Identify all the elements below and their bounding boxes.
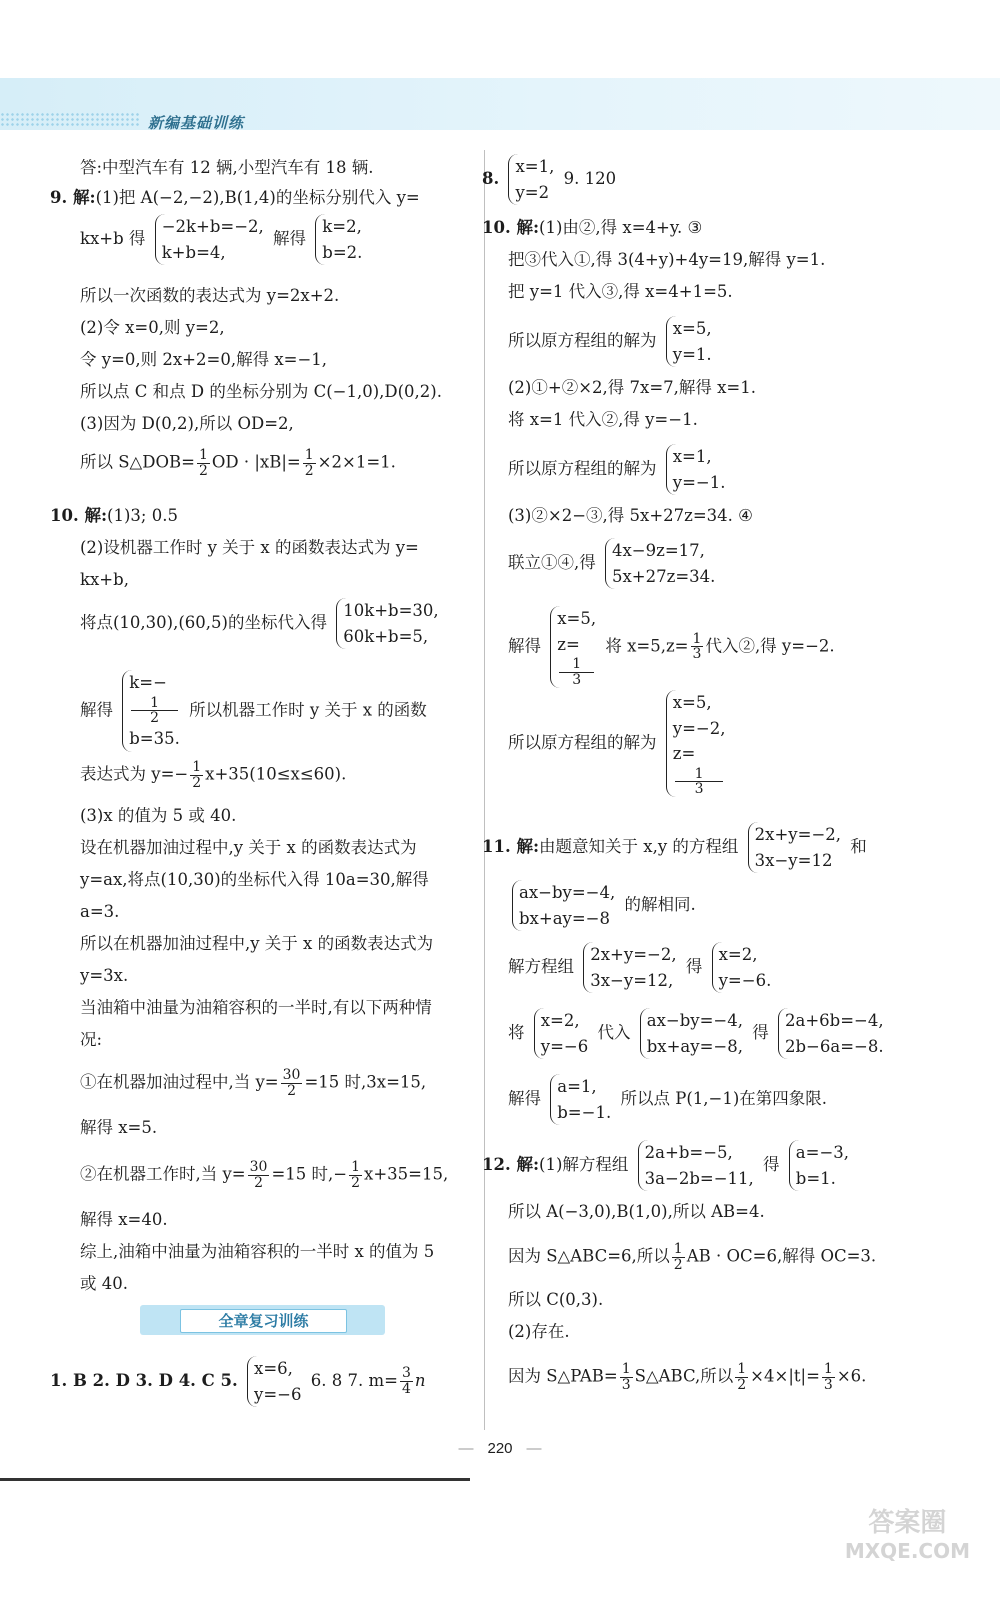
text: 1. B 2. D 3. D 4. C 5. <box>50 1371 238 1391</box>
fraction <box>691 632 704 662</box>
text: (2)设机器工作时 y 关于 x 的函数表达式为 y= <box>80 538 419 557</box>
text: (3)②×2−③,得 5x+27z=34. ④ <box>508 506 753 525</box>
text: 因为 S△ABC=6,所以 <box>508 1246 670 1266</box>
equation-system <box>122 670 180 752</box>
text: 所以点 C 和点 D 的坐标分别为 C(−1,0),D(0,2). <box>80 382 442 401</box>
q10-line-16 <box>80 1120 157 1137</box>
r10-number: 10. 解: <box>482 218 540 237</box>
text: ①在机器加油过程中,当 y= <box>80 1072 279 1092</box>
num: 1 <box>198 447 208 463</box>
text: 所以原方程组的解为 <box>508 331 657 351</box>
text: 6. 8 7. m= <box>310 1371 398 1391</box>
equation-system <box>247 1356 301 1407</box>
equation-system <box>155 214 264 265</box>
text: 所以 A(−3,0),B(1,0),所以 AB=4. <box>508 1202 765 1221</box>
text: a=3. <box>80 902 120 921</box>
column-divider <box>484 150 485 1430</box>
eq: −2k+b=−2, <box>161 217 264 236</box>
den: 2 <box>287 1082 297 1099</box>
text: 9. 120 <box>563 169 617 189</box>
text: 的解相同. <box>624 895 696 915</box>
num: 1 <box>559 657 594 673</box>
fraction <box>822 1362 835 1392</box>
eq: k=2, <box>322 217 362 236</box>
eq <box>129 670 180 726</box>
equation-system <box>640 1008 743 1059</box>
equation-system <box>512 880 615 931</box>
fraction <box>303 448 316 478</box>
fraction <box>735 1362 748 1392</box>
r10-line-7 <box>508 444 729 495</box>
q10-number: 10. 解: <box>50 506 108 525</box>
text: ×2×1=1. <box>317 452 396 472</box>
watermark-text: 答案圈 <box>868 1508 947 1538</box>
den: 3 <box>621 1376 631 1393</box>
q10-line-6 <box>80 760 346 790</box>
fraction <box>620 1362 633 1392</box>
watermark-url: MXQE.COM <box>844 1539 970 1564</box>
num: 1 <box>192 759 202 775</box>
text: 得 <box>685 957 703 977</box>
text: ×4×|t|= <box>750 1366 820 1386</box>
text: ②在机器工作时,当 y= <box>80 1164 246 1184</box>
eq: bx+ay=−8 <box>519 908 610 928</box>
den: 2 <box>304 462 314 479</box>
eq: x=2, <box>540 1011 580 1030</box>
r10-line-6 <box>508 412 698 429</box>
fraction <box>672 1242 685 1272</box>
text: (1)3; 0.5 <box>107 506 178 525</box>
text: 所以点 P(1,−1)在第四象限. <box>620 1089 828 1109</box>
fraction <box>190 760 203 790</box>
text: x+35=15, <box>364 1164 449 1184</box>
text: 所以机器工作时 y 关于 x 的函数 <box>189 700 427 720</box>
text: (1)把 A(−2,−2),B(1,4)的坐标分别代入 y= <box>95 188 420 207</box>
den: 3 <box>694 781 704 798</box>
text: =15 时,− <box>271 1164 348 1184</box>
eq: 2a+b=−5, <box>644 1143 733 1162</box>
page-number-text: 220 <box>487 1440 513 1457</box>
text: =15 时,3x=15, <box>304 1072 427 1092</box>
equation-system <box>666 690 726 797</box>
fraction <box>675 767 724 797</box>
text: n <box>414 1371 426 1391</box>
r10-line-1 <box>482 220 702 237</box>
r12-line-2 <box>508 1204 765 1221</box>
text: OD · |xB|= <box>211 452 301 472</box>
text: 把 y=1 代入③,得 x=4+1=5. <box>508 282 733 301</box>
r12-number: 12. 解: <box>482 1155 540 1175</box>
q10-line-14 <box>80 1032 102 1049</box>
text: 代入 <box>597 1023 631 1043</box>
r10-line-9 <box>508 538 719 589</box>
eq: a=−3, <box>795 1143 850 1162</box>
equation-system <box>778 1008 884 1059</box>
text: z= <box>672 744 696 764</box>
fraction <box>131 696 178 726</box>
equation-system <box>550 1074 611 1125</box>
q9-line-3 <box>80 288 339 305</box>
text: ×6. <box>836 1366 867 1386</box>
text: 所以 C(0,3). <box>508 1290 604 1309</box>
q10-line-1 <box>50 508 178 525</box>
den: 2 <box>351 1174 361 1191</box>
fraction <box>281 1068 303 1098</box>
equation-system <box>315 214 362 265</box>
text: z= <box>557 634 580 654</box>
r11-number: 11. 解: <box>482 837 540 857</box>
q10-line-3 <box>80 572 129 589</box>
r11-line-5 <box>508 1074 827 1125</box>
eq: 3a−2b=−11, <box>644 1168 754 1188</box>
text: y=3x. <box>80 966 129 985</box>
text: 解得 x=40. <box>80 1210 168 1229</box>
eq: y=−2, <box>672 718 726 738</box>
r12-line-3 <box>508 1242 876 1272</box>
num: 1 <box>673 1241 683 1257</box>
equation-system <box>508 154 554 205</box>
text: kx+b 得 <box>80 229 146 249</box>
section-title: 全章复习训练 <box>180 1309 347 1333</box>
eq: b=35. <box>129 728 180 748</box>
r10-line-11 <box>508 690 729 797</box>
text: 和 <box>850 837 867 857</box>
num: 1 <box>737 1361 747 1377</box>
eq <box>557 632 596 688</box>
text: 将点(10,30),(60,5)的坐标代入得 <box>80 613 327 633</box>
text: (2)令 x=0,则 y=2, <box>80 318 225 337</box>
num: 1 <box>692 630 702 647</box>
r12-line-5 <box>508 1324 570 1341</box>
den: 2 <box>192 774 202 791</box>
equation-system <box>712 942 772 993</box>
num: 1 <box>351 1159 361 1175</box>
eq: 2a+6b=−4, <box>784 1011 884 1030</box>
header-title: 新编基础训练 <box>148 114 245 132</box>
den: 2 <box>150 710 160 727</box>
r10-line-10 <box>508 606 835 688</box>
equation-system <box>666 444 726 495</box>
r10-line-8 <box>508 508 753 525</box>
eq: 2x+y=−2, <box>590 945 677 964</box>
eq: ax−by=−4, <box>646 1011 743 1030</box>
text: 令 y=0,则 2x+2=0,解得 x=−1, <box>80 350 328 369</box>
q10-line-5 <box>80 670 427 752</box>
equation-system <box>605 538 715 589</box>
text: 设在机器加油过程中,y 关于 x 的函数表达式为 <box>80 838 417 857</box>
r10-line-3 <box>508 284 733 301</box>
eq: b=1. <box>795 1168 836 1188</box>
den: 2 <box>198 462 208 479</box>
text: 将 x=5,z= <box>605 636 689 656</box>
text: 综上,油箱中油量为油箱容积的一半时 x 的值为 5 <box>80 1242 435 1261</box>
q10-line-15 <box>80 1068 426 1098</box>
text: (1)解方程组 <box>539 1155 629 1175</box>
r11-line-1 <box>482 822 867 873</box>
text: (3)x 的值为 5 或 40. <box>80 806 237 825</box>
r11-line-2 <box>508 880 696 931</box>
text: 8. <box>482 169 500 189</box>
eq: x=5, <box>672 693 712 712</box>
eq: 3x−y=12, <box>590 970 674 990</box>
answers-line <box>50 1356 426 1407</box>
answer-line <box>80 160 374 177</box>
q10-line-10 <box>80 904 119 921</box>
text: k=− <box>129 673 167 692</box>
r12-line-6 <box>508 1362 866 1392</box>
equation-system <box>666 316 712 367</box>
text: 由题意知关于 x,y 的方程组 <box>539 837 739 857</box>
den: 4 <box>401 1381 411 1398</box>
r8-line <box>482 154 616 205</box>
text: 解得 <box>273 229 307 249</box>
q10-line-9 <box>80 872 429 889</box>
text: y=ax,将点(10,30)的坐标代入得 10a=30,解得 <box>80 870 429 889</box>
text: 当油箱中油量为油箱容积的一半时,有以下两种情 <box>80 998 432 1017</box>
equation-system <box>638 1140 754 1191</box>
q10-line-11 <box>80 936 433 953</box>
den: 2 <box>737 1376 747 1393</box>
den: 3 <box>823 1376 833 1393</box>
r12-line-1 <box>482 1140 853 1191</box>
text: 所以原方程组的解为 <box>508 733 657 753</box>
q10-line-19 <box>80 1244 434 1261</box>
equation-system <box>789 1140 849 1191</box>
eq: y=−6 <box>540 1036 589 1056</box>
eq: y=2 <box>515 182 550 202</box>
num: 1 <box>304 447 314 463</box>
page-number: — 220 — <box>458 1440 542 1457</box>
den: 3 <box>692 646 702 663</box>
text: 将 <box>508 1023 525 1043</box>
q9-line-6 <box>80 384 442 401</box>
q10-line-13 <box>80 1000 432 1017</box>
q9-line-4 <box>80 320 225 337</box>
eq: a=1, <box>557 1077 597 1096</box>
text: 表达式为 y=− <box>80 764 189 784</box>
eq: b=2. <box>322 242 363 262</box>
eq: y=−6 <box>254 1384 302 1404</box>
text: (3)因为 D(0,2),所以 OD=2, <box>80 414 294 433</box>
text: 况: <box>80 1030 103 1049</box>
text: S△ABC,所以 <box>634 1366 734 1386</box>
eq <box>673 741 726 797</box>
text: 所以 S△DOB= <box>80 452 195 472</box>
eq: 10k+b=30, <box>343 601 439 620</box>
text: (1)由②,得 x=4+y. ③ <box>539 218 703 237</box>
num: 1 <box>823 1361 833 1377</box>
eq: bx+ay=−8, <box>646 1036 743 1056</box>
equation-system <box>336 598 438 649</box>
text: (2)①+②×2,得 7x=7,解得 x=1. <box>508 378 756 397</box>
q9-line-5 <box>80 352 327 369</box>
eq: 3x−y=12 <box>754 850 833 870</box>
text: 将 x=1 代入②,得 y=−1. <box>508 410 698 429</box>
eq: x=5, <box>557 609 597 628</box>
q9-line-2 <box>80 214 366 265</box>
fraction <box>400 1366 413 1396</box>
text: 解得 <box>508 636 541 656</box>
eq: k+b=4, <box>161 242 226 262</box>
text: 因为 S△PAB= <box>508 1366 618 1386</box>
text: 或 40. <box>80 1274 128 1293</box>
q9-line-1 <box>50 190 420 207</box>
fraction <box>248 1160 270 1190</box>
text: kx+b, <box>80 570 129 589</box>
equation-system <box>748 822 841 873</box>
q9-line-8 <box>80 448 396 478</box>
text: x+35(10≤x≤60). <box>205 764 347 784</box>
num: 30 <box>282 1067 301 1083</box>
den: 2 <box>673 1256 683 1273</box>
text: 答:中型汽车有 12 辆,小型汽车有 18 辆. <box>80 158 374 177</box>
eq: ax−by=−4, <box>519 883 616 902</box>
den: 3 <box>572 671 582 688</box>
text: 联立①④,得 <box>508 553 596 573</box>
q10-line-18 <box>80 1212 168 1229</box>
text: 把③代入①,得 3(4+y)+4y=19,解得 y=1. <box>508 250 826 269</box>
text: 得 <box>763 1155 780 1175</box>
section-banner <box>140 1305 385 1335</box>
r11-line-4 <box>508 1008 888 1059</box>
q9-line-7 <box>80 416 294 433</box>
q10-line-20 <box>80 1276 128 1293</box>
eq: 2b−6a=−8. <box>784 1036 884 1056</box>
q10-line-17 <box>80 1160 448 1190</box>
fraction <box>559 657 594 687</box>
eq: y=1. <box>672 344 712 364</box>
q10-line-2 <box>80 540 419 557</box>
text: 所以原方程组的解为 <box>508 459 657 479</box>
num: 3 <box>401 1365 411 1382</box>
eq: 5x+27z=34. <box>612 566 716 586</box>
equation-system <box>534 1008 588 1059</box>
num: 30 <box>249 1159 268 1175</box>
text: (2)存在. <box>508 1322 570 1341</box>
q10-line-4 <box>80 598 443 649</box>
num: 1 <box>131 696 178 712</box>
text: 解得 <box>80 700 113 720</box>
q10-line-8 <box>80 840 417 857</box>
eq: 4x−9z=17, <box>612 541 705 560</box>
text: 解得 x=5. <box>80 1118 158 1137</box>
r10-line-5 <box>508 380 756 397</box>
eq: x=6, <box>254 1359 293 1378</box>
text: 解得 <box>508 1089 541 1109</box>
fraction <box>197 448 210 478</box>
footer-rule <box>0 1478 470 1481</box>
r12-line-4 <box>508 1292 603 1309</box>
eq: b=−1. <box>557 1102 612 1122</box>
eq: y=−6. <box>718 970 772 990</box>
eq: x=5, <box>672 319 712 338</box>
r11-line-3 <box>508 942 775 993</box>
eq: x=1, <box>672 447 712 466</box>
watermark <box>845 1508 970 1563</box>
text: 所以一次函数的表达式为 y=2x+2. <box>80 286 340 305</box>
text: 所以在机器加油过程中,y 关于 x 的函数表达式为 <box>80 934 434 953</box>
q10-line-12 <box>80 968 128 985</box>
num: 1 <box>621 1361 631 1377</box>
q9-number: 9. 解: <box>50 188 96 207</box>
r10-line-2 <box>508 252 825 269</box>
eq: 60k+b=5, <box>343 626 429 646</box>
eq: x=1, <box>515 157 555 176</box>
eq: x=2, <box>718 945 758 964</box>
text: 解方程组 <box>508 957 574 977</box>
equation-system <box>550 606 596 688</box>
equation-system <box>583 942 676 993</box>
eq: y=−1. <box>672 472 726 492</box>
fraction <box>349 1160 362 1190</box>
q10-line-7 <box>80 808 236 825</box>
den: 2 <box>254 1174 264 1191</box>
eq: 2x+y=−2, <box>754 825 842 844</box>
r10-line-4 <box>508 316 716 367</box>
num: 1 <box>675 767 724 783</box>
text: AB · OC=6,解得 OC=3. <box>686 1246 877 1266</box>
text: 得 <box>752 1023 769 1043</box>
header-dots <box>0 112 140 126</box>
text: 代入②,得 y=−2. <box>705 636 835 656</box>
